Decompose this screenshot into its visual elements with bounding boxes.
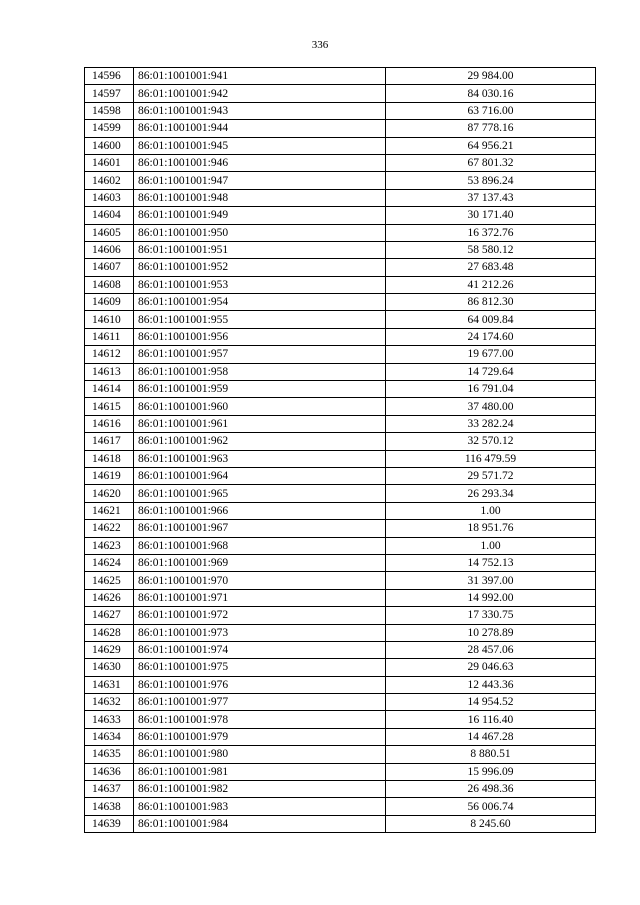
row-number-cell: 14638 xyxy=(85,798,134,815)
cadastral-value-cell: 63 716.00 xyxy=(386,102,596,119)
cadastral-value-cell: 15 996.09 xyxy=(386,763,596,780)
cadastral-number-cell: 86:01:1001001:963 xyxy=(134,450,386,467)
row-number-cell: 14633 xyxy=(85,711,134,728)
cadastral-number-cell: 86:01:1001001:983 xyxy=(134,798,386,815)
row-number-cell: 14628 xyxy=(85,624,134,641)
table-row xyxy=(85,502,596,519)
row-number-cell: 14602 xyxy=(85,172,134,189)
cadastral-value-cell: 29 571.72 xyxy=(386,467,596,484)
row-number-cell: 14616 xyxy=(85,415,134,432)
cadastral-number-cell: 86:01:1001001:958 xyxy=(134,363,386,380)
table-row xyxy=(85,328,596,345)
cadastral-value-cell: 64 009.84 xyxy=(386,311,596,328)
cadastral-value-cell: 41 212.26 xyxy=(386,276,596,293)
cadastral-number-cell: 86:01:1001001:974 xyxy=(134,641,386,658)
table-row xyxy=(85,554,596,571)
row-number-cell: 14615 xyxy=(85,398,134,415)
cadastral-value-cell: 8 245.60 xyxy=(386,815,596,832)
cadastral-value-cell: 8 880.51 xyxy=(386,746,596,763)
table-row xyxy=(85,746,596,763)
cadastral-number-cell: 86:01:1001001:962 xyxy=(134,433,386,450)
table-row xyxy=(85,798,596,815)
cadastral-number-cell: 86:01:1001001:981 xyxy=(134,763,386,780)
row-number-cell: 14609 xyxy=(85,294,134,311)
cadastral-value-cell: 58 580.12 xyxy=(386,241,596,258)
cadastral-number-cell: 86:01:1001001:982 xyxy=(134,781,386,798)
cadastral-value-cell: 30 171.40 xyxy=(386,207,596,224)
cadastral-value-cell: 16 791.04 xyxy=(386,381,596,398)
cadastral-value-cell: 31 397.00 xyxy=(386,572,596,589)
cadastral-number-cell: 86:01:1001001:952 xyxy=(134,259,386,276)
row-number-cell: 14624 xyxy=(85,554,134,571)
row-number-cell: 14600 xyxy=(85,137,134,154)
cadastral-number-cell: 86:01:1001001:975 xyxy=(134,659,386,676)
table-row xyxy=(85,641,596,658)
table-row xyxy=(85,467,596,484)
cadastral-value-cell: 19 677.00 xyxy=(386,346,596,363)
cadastral-number-cell: 86:01:1001001:946 xyxy=(134,154,386,171)
row-number-cell: 14604 xyxy=(85,207,134,224)
cadastral-value-cell: 12 443.36 xyxy=(386,676,596,693)
row-number-cell: 14597 xyxy=(85,85,134,102)
row-number-cell: 14636 xyxy=(85,763,134,780)
cadastral-number-cell: 86:01:1001001:959 xyxy=(134,381,386,398)
cadastral-value-cell: 67 801.32 xyxy=(386,154,596,171)
cadastral-value-table xyxy=(84,67,596,833)
cadastral-value-cell: 37 137.43 xyxy=(386,189,596,206)
cadastral-value-cell: 28 457.06 xyxy=(386,641,596,658)
cadastral-number-cell: 86:01:1001001:956 xyxy=(134,328,386,345)
cadastral-number-cell: 86:01:1001001:980 xyxy=(134,746,386,763)
table-row xyxy=(85,694,596,711)
table-row xyxy=(85,68,596,85)
row-number-cell: 14606 xyxy=(85,241,134,258)
row-number-cell: 14634 xyxy=(85,728,134,745)
row-number-cell: 14630 xyxy=(85,659,134,676)
table-row xyxy=(85,433,596,450)
cadastral-number-cell: 86:01:1001001:978 xyxy=(134,711,386,728)
cadastral-value-cell: 86 812.30 xyxy=(386,294,596,311)
cadastral-value-cell: 16 372.76 xyxy=(386,224,596,241)
cadastral-number-cell: 86:01:1001001:970 xyxy=(134,572,386,589)
table-row xyxy=(85,137,596,154)
cadastral-number-cell: 86:01:1001001:966 xyxy=(134,502,386,519)
cadastral-number-cell: 86:01:1001001:957 xyxy=(134,346,386,363)
cadastral-number-cell: 86:01:1001001:960 xyxy=(134,398,386,415)
table-row xyxy=(85,815,596,832)
table-row xyxy=(85,102,596,119)
row-number-cell: 14610 xyxy=(85,311,134,328)
table-row xyxy=(85,259,596,276)
row-number-cell: 14614 xyxy=(85,381,134,398)
row-number-cell: 14631 xyxy=(85,676,134,693)
cadastral-number-cell: 86:01:1001001:973 xyxy=(134,624,386,641)
table-row xyxy=(85,781,596,798)
cadastral-value-cell: 17 330.75 xyxy=(386,607,596,624)
cadastral-number-cell: 86:01:1001001:961 xyxy=(134,415,386,432)
cadastral-value-cell: 53 896.24 xyxy=(386,172,596,189)
row-number-cell: 14607 xyxy=(85,259,134,276)
row-number-cell: 14612 xyxy=(85,346,134,363)
cadastral-number-cell: 86:01:1001001:977 xyxy=(134,694,386,711)
table-row xyxy=(85,415,596,432)
cadastral-value-cell: 27 683.48 xyxy=(386,259,596,276)
cadastral-number-cell: 86:01:1001001:965 xyxy=(134,485,386,502)
table-row xyxy=(85,85,596,102)
cadastral-value-cell: 14 954.52 xyxy=(386,694,596,711)
table-row xyxy=(85,450,596,467)
cadastral-number-cell: 86:01:1001001:953 xyxy=(134,276,386,293)
table-row xyxy=(85,398,596,415)
row-number-cell: 14637 xyxy=(85,781,134,798)
table-body xyxy=(85,68,596,833)
table-row xyxy=(85,189,596,206)
cadastral-value-cell: 56 006.74 xyxy=(386,798,596,815)
table-row xyxy=(85,728,596,745)
table-row xyxy=(85,241,596,258)
row-number-cell: 14623 xyxy=(85,537,134,554)
cadastral-value-cell: 87 778.16 xyxy=(386,120,596,137)
table-row xyxy=(85,659,596,676)
cadastral-value-cell: 37 480.00 xyxy=(386,398,596,415)
cadastral-number-cell: 86:01:1001001:947 xyxy=(134,172,386,189)
row-number-cell: 14613 xyxy=(85,363,134,380)
cadastral-number-cell: 86:01:1001001:972 xyxy=(134,607,386,624)
row-number-cell: 14605 xyxy=(85,224,134,241)
row-number-cell: 14635 xyxy=(85,746,134,763)
table-row xyxy=(85,363,596,380)
table-row xyxy=(85,120,596,137)
table-row xyxy=(85,485,596,502)
page-number: 336 xyxy=(311,39,329,51)
table-row xyxy=(85,711,596,728)
table-row xyxy=(85,520,596,537)
cadastral-number-cell: 86:01:1001001:984 xyxy=(134,815,386,832)
table-row xyxy=(85,763,596,780)
cadastral-number-cell: 86:01:1001001:943 xyxy=(134,102,386,119)
table-row xyxy=(85,294,596,311)
cadastral-value-cell: 14 752.13 xyxy=(386,554,596,571)
cadastral-value-cell: 32 570.12 xyxy=(386,433,596,450)
table-row xyxy=(85,624,596,641)
table-row xyxy=(85,154,596,171)
cadastral-number-cell: 86:01:1001001:948 xyxy=(134,189,386,206)
cadastral-value-cell: 29 984.00 xyxy=(386,68,596,85)
row-number-cell: 14596 xyxy=(85,68,134,85)
row-number-cell: 14622 xyxy=(85,520,134,537)
cadastral-value-cell: 1.00 xyxy=(386,502,596,519)
table-row xyxy=(85,676,596,693)
table-row xyxy=(85,589,596,606)
cadastral-value-cell: 64 956.21 xyxy=(386,137,596,154)
row-number-cell: 14603 xyxy=(85,189,134,206)
cadastral-value-cell: 84 030.16 xyxy=(386,85,596,102)
cadastral-value-cell: 24 174.60 xyxy=(386,328,596,345)
cadastral-number-cell: 86:01:1001001:954 xyxy=(134,294,386,311)
table-row xyxy=(85,537,596,554)
cadastral-value-cell: 14 729.64 xyxy=(386,363,596,380)
row-number-cell: 14627 xyxy=(85,607,134,624)
cadastral-value-cell: 14 992.00 xyxy=(386,589,596,606)
row-number-cell: 14599 xyxy=(85,120,134,137)
table-row xyxy=(85,224,596,241)
row-number-cell: 14620 xyxy=(85,485,134,502)
row-number-cell: 14617 xyxy=(85,433,134,450)
row-number-cell: 14632 xyxy=(85,694,134,711)
row-number-cell: 14639 xyxy=(85,815,134,832)
cadastral-value-cell: 26 498.36 xyxy=(386,781,596,798)
cadastral-number-cell: 86:01:1001001:949 xyxy=(134,207,386,224)
cadastral-value-cell: 1.00 xyxy=(386,537,596,554)
cadastral-number-cell: 86:01:1001001:951 xyxy=(134,241,386,258)
cadastral-number-cell: 86:01:1001001:955 xyxy=(134,311,386,328)
row-number-cell: 14611 xyxy=(85,328,134,345)
cadastral-number-cell: 86:01:1001001:969 xyxy=(134,554,386,571)
cadastral-number-cell: 86:01:1001001:979 xyxy=(134,728,386,745)
cadastral-value-cell: 16 116.40 xyxy=(386,711,596,728)
cadastral-number-cell: 86:01:1001001:964 xyxy=(134,467,386,484)
row-number-cell: 14619 xyxy=(85,467,134,484)
table-row xyxy=(85,607,596,624)
table-row xyxy=(85,572,596,589)
table-row xyxy=(85,311,596,328)
row-number-cell: 14618 xyxy=(85,450,134,467)
table-row xyxy=(85,381,596,398)
row-number-cell: 14621 xyxy=(85,502,134,519)
row-number-cell: 14629 xyxy=(85,641,134,658)
row-number-cell: 14608 xyxy=(85,276,134,293)
cadastral-value-cell: 14 467.28 xyxy=(386,728,596,745)
cadastral-value-cell: 26 293.34 xyxy=(386,485,596,502)
row-number-cell: 14626 xyxy=(85,589,134,606)
cadastral-value-cell: 33 282.24 xyxy=(386,415,596,432)
cadastral-number-cell: 86:01:1001001:968 xyxy=(134,537,386,554)
cadastral-number-cell: 86:01:1001001:944 xyxy=(134,120,386,137)
table-row xyxy=(85,276,596,293)
cadastral-number-cell: 86:01:1001001:967 xyxy=(134,520,386,537)
table-row xyxy=(85,207,596,224)
cadastral-number-cell: 86:01:1001001:941 xyxy=(134,68,386,85)
cadastral-value-cell: 10 278.89 xyxy=(386,624,596,641)
cadastral-value-cell: 29 046.63 xyxy=(386,659,596,676)
table-row xyxy=(85,346,596,363)
cadastral-value-cell: 116 479.59 xyxy=(386,450,596,467)
row-number-cell: 14601 xyxy=(85,154,134,171)
cadastral-number-cell: 86:01:1001001:950 xyxy=(134,224,386,241)
row-number-cell: 14625 xyxy=(85,572,134,589)
cadastral-number-cell: 86:01:1001001:976 xyxy=(134,676,386,693)
table-row xyxy=(85,172,596,189)
row-number-cell: 14598 xyxy=(85,102,134,119)
cadastral-value-cell: 18 951.76 xyxy=(386,520,596,537)
cadastral-number-cell: 86:01:1001001:945 xyxy=(134,137,386,154)
cadastral-number-cell: 86:01:1001001:971 xyxy=(134,589,386,606)
cadastral-number-cell: 86:01:1001001:942 xyxy=(134,85,386,102)
